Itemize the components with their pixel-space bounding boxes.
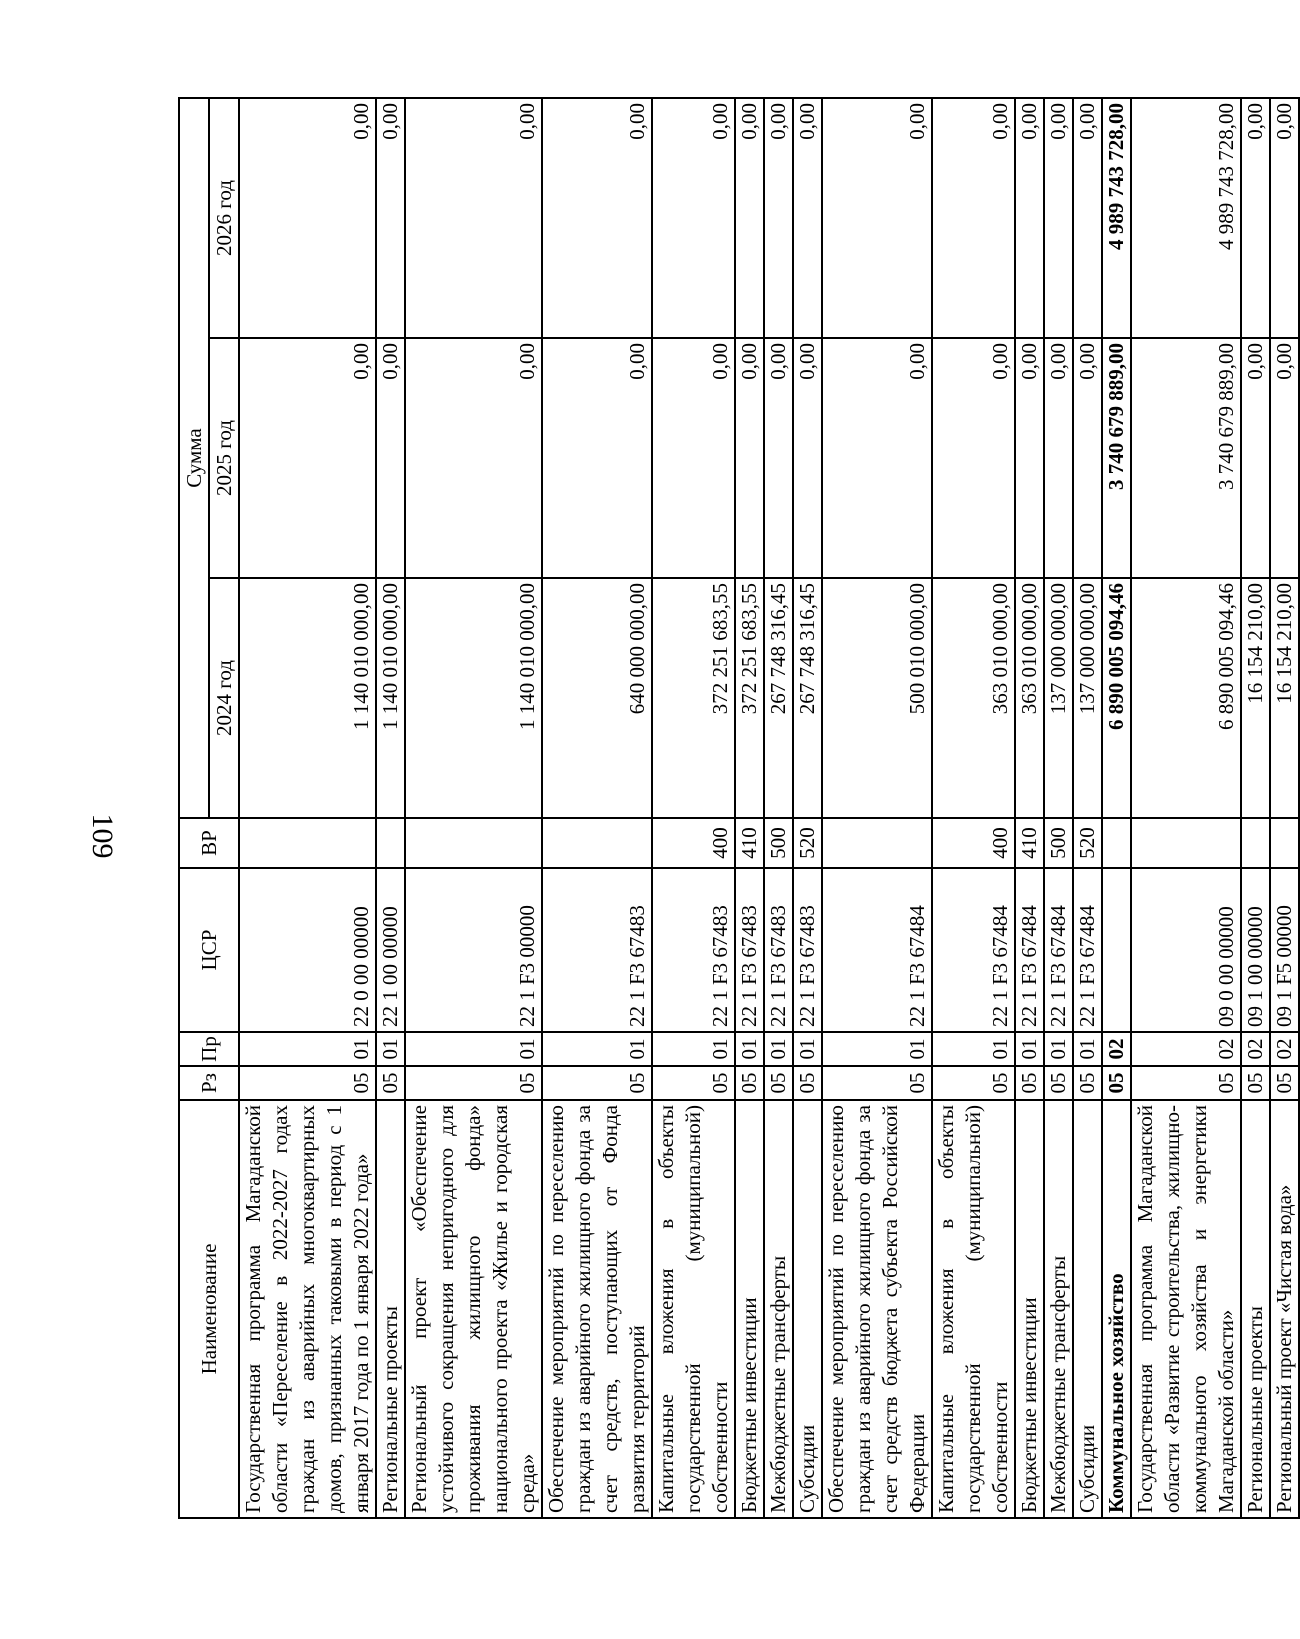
cell-pr: 02 — [1131, 1032, 1241, 1066]
cell-2026: 0,00 — [405, 98, 542, 338]
cell-csr — [1102, 868, 1131, 1032]
cell-pr: 01 — [793, 1032, 822, 1066]
cell-pr: 01 — [735, 1032, 764, 1066]
cell-csr: 22 1 F3 67484 — [932, 868, 1015, 1032]
cell-pr: 01 — [932, 1032, 1015, 1066]
header-vr: ВР — [179, 818, 239, 868]
cell-pr: 02 — [1241, 1032, 1270, 1066]
cell-pr: 01 — [822, 1032, 932, 1066]
table-row — [1102, 98, 1131, 1518]
cell-2024: 363 010 000,00 — [932, 578, 1015, 818]
table-row — [405, 98, 542, 1518]
cell-2024: 16 154 210,00 — [1270, 578, 1299, 818]
cell-name: Региональные проекты — [376, 1100, 405, 1518]
cell-name: Межбюджетные трансферты — [1044, 1100, 1073, 1518]
cell-name: Капитальные вложения в объекты государственной (муниципальной) собственности — [652, 1100, 735, 1518]
cell-2026: 0,00 — [239, 98, 376, 338]
cell-rz: 05 — [1131, 1066, 1241, 1100]
cell-csr: 22 1 F3 67484 — [822, 868, 932, 1032]
cell-name: Государственная программа Магаданской области «Переселение в 2022-2027 годах граждан из аварийных многоквартирных домов, признанных таковыми в период с 1 января 2017 года по 1 января 2022 года» — [239, 1100, 376, 1518]
cell-2026: 0,00 — [1044, 98, 1073, 338]
cell-name: Обеспечение мероприятий по переселению граждан из аварийного жилищного фонда за счет средств бюджета субъекта Российской Федерации — [822, 1100, 932, 1518]
table-row — [735, 98, 764, 1518]
cell-vr: 410 — [735, 818, 764, 868]
cell-2025: 0,00 — [376, 338, 405, 578]
cell-2025: 0,00 — [542, 338, 652, 578]
cell-pr: 01 — [376, 1032, 405, 1066]
cell-vr — [376, 818, 405, 868]
table-header — [179, 98, 239, 1518]
cell-name: Межбюджетные трансферты — [764, 1100, 793, 1518]
cell-pr: 01 — [405, 1032, 542, 1066]
cell-pr: 01 — [1015, 1032, 1044, 1066]
table-row — [1270, 98, 1299, 1518]
cell-pr: 01 — [1073, 1032, 1102, 1066]
cell-2026: 4 989 743 728,00 — [1102, 98, 1131, 338]
cell-2024: 6 890 005 094,46 — [1131, 578, 1241, 818]
table-row — [1073, 98, 1102, 1518]
table-row — [764, 98, 793, 1518]
cell-pr: 01 — [542, 1032, 652, 1066]
cell-vr — [405, 818, 542, 868]
cell-rz: 05 — [793, 1066, 822, 1100]
header-pr: Пр — [179, 1032, 239, 1066]
cell-2025: 0,00 — [1073, 338, 1102, 578]
cell-pr: 01 — [1044, 1032, 1073, 1066]
budget-table — [178, 97, 1300, 1519]
cell-2026: 0,00 — [735, 98, 764, 338]
cell-pr: 02 — [1270, 1032, 1299, 1066]
cell-2024: 1 140 010 000,00 — [405, 578, 542, 818]
header-sum: Сумма — [179, 98, 209, 818]
cell-pr: 01 — [764, 1032, 793, 1066]
cell-2025: 0,00 — [822, 338, 932, 578]
header-2026: 2026 год — [209, 98, 239, 338]
cell-2025: 0,00 — [239, 338, 376, 578]
cell-2025: 0,00 — [1241, 338, 1270, 578]
cell-2025: 3 740 679 889,00 — [1131, 338, 1241, 578]
header-name: Наименование — [179, 1100, 239, 1518]
cell-rz: 05 — [405, 1066, 542, 1100]
header-2025: 2025 год — [209, 338, 239, 578]
cell-csr: 22 0 00 00000 — [239, 868, 376, 1032]
cell-2024: 137 000 000,00 — [1073, 578, 1102, 818]
table-row — [1044, 98, 1073, 1518]
cell-csr: 22 1 F3 67483 — [735, 868, 764, 1032]
cell-2024: 640 000 000,00 — [542, 578, 652, 818]
cell-rz: 05 — [239, 1066, 376, 1100]
cell-rz: 05 — [542, 1066, 652, 1100]
cell-vr: 500 — [1044, 818, 1073, 868]
cell-vr: 400 — [652, 818, 735, 868]
cell-2025: 0,00 — [1044, 338, 1073, 578]
cell-name: Бюджетные инвестиции — [1015, 1100, 1044, 1518]
cell-2024: 137 000 000,00 — [1044, 578, 1073, 818]
cell-vr: 400 — [932, 818, 1015, 868]
cell-rz: 05 — [764, 1066, 793, 1100]
cell-csr: 09 0 00 00000 — [1131, 868, 1241, 1032]
cell-name: Капитальные вложения в объекты государственной (муниципальной) собственности — [932, 1100, 1015, 1518]
table-row — [793, 98, 822, 1518]
cell-csr: 22 1 F3 67483 — [652, 868, 735, 1032]
cell-2025: 0,00 — [1015, 338, 1044, 578]
cell-csr: 22 1 F3 67484 — [1073, 868, 1102, 1032]
cell-rz: 05 — [822, 1066, 932, 1100]
cell-2024: 1 140 010 000,00 — [239, 578, 376, 818]
cell-2026: 0,00 — [1241, 98, 1270, 338]
cell-vr: 500 — [764, 818, 793, 868]
cell-2025: 0,00 — [405, 338, 542, 578]
cell-name: Субсидии — [1073, 1100, 1102, 1518]
cell-name: Обеспечение мероприятий по переселению граждан из аварийного жилищного фонда за счет средств, поступающих от Фонда развития территорий — [542, 1100, 652, 1518]
cell-csr: 09 1 F5 00000 — [1270, 868, 1299, 1032]
cell-csr: 22 1 00 00000 — [376, 868, 405, 1032]
cell-vr — [822, 818, 932, 868]
cell-rz: 05 — [1073, 1066, 1102, 1100]
cell-2026: 0,00 — [1270, 98, 1299, 338]
cell-2025: 0,00 — [735, 338, 764, 578]
cell-name: Бюджетные инвестиции — [735, 1100, 764, 1518]
cell-2026: 0,00 — [932, 98, 1015, 338]
cell-2024: 6 890 005 094,46 — [1102, 578, 1131, 818]
cell-2024: 1 140 010 000,00 — [376, 578, 405, 818]
cell-pr: 01 — [652, 1032, 735, 1066]
table-row — [822, 98, 932, 1518]
cell-vr — [542, 818, 652, 868]
cell-vr — [1102, 818, 1131, 868]
header-rz: Рз — [179, 1066, 239, 1100]
cell-csr: 22 1 F3 67484 — [1015, 868, 1044, 1032]
cell-rz: 05 — [652, 1066, 735, 1100]
table-row — [1131, 98, 1241, 1518]
cell-2024: 267 748 316,45 — [764, 578, 793, 818]
cell-rz: 05 — [376, 1066, 405, 1100]
table-row — [932, 98, 1015, 1518]
cell-csr: 09 1 00 00000 — [1241, 868, 1270, 1032]
cell-2024: 363 010 000,00 — [1015, 578, 1044, 818]
cell-name: Государственная программа Магаданской области «Развитие строительства, жилищно-коммунального хозяйства и энергетики Магаданской области» — [1131, 1100, 1241, 1518]
table-row — [239, 98, 376, 1518]
cell-vr — [239, 818, 376, 868]
table-row — [1015, 98, 1044, 1518]
cell-2026: 0,00 — [542, 98, 652, 338]
cell-rz: 05 — [1015, 1066, 1044, 1100]
cell-vr — [1131, 818, 1241, 868]
cell-csr: 22 1 F3 00000 — [405, 868, 542, 1032]
table-row — [1241, 98, 1270, 1518]
cell-vr: 520 — [793, 818, 822, 868]
cell-vr — [1270, 818, 1299, 868]
cell-name: Региональный проект «Обеспечение устойчивого сокращения непригодного для проживания жилищного фонда» национального проекта «Жилье и городская среда» — [405, 1100, 542, 1518]
cell-vr — [1241, 818, 1270, 868]
cell-rz: 05 — [735, 1066, 764, 1100]
cell-pr: 01 — [239, 1032, 376, 1066]
cell-rz: 05 — [932, 1066, 1015, 1100]
cell-csr: 22 1 F3 67483 — [793, 868, 822, 1032]
cell-name: Региональный проект «Чистая вода» — [1270, 1100, 1299, 1518]
cell-2025: 3 740 679 889,00 — [1102, 338, 1131, 578]
cell-vr: 520 — [1073, 818, 1102, 868]
cell-2026: 4 989 743 728,00 — [1131, 98, 1241, 338]
cell-2024: 267 748 316,45 — [793, 578, 822, 818]
table-body — [239, 98, 1299, 1518]
cell-name: Региональные проекты — [1241, 1100, 1270, 1518]
cell-2026: 0,00 — [1015, 98, 1044, 338]
cell-rz: 05 — [1044, 1066, 1073, 1100]
cell-vr: 410 — [1015, 818, 1044, 868]
cell-2025: 0,00 — [793, 338, 822, 578]
cell-csr: 22 1 F3 67483 — [542, 868, 652, 1032]
cell-csr: 22 1 F3 67483 — [764, 868, 793, 1032]
cell-2024: 500 010 000,00 — [822, 578, 932, 818]
cell-2024: 372 251 683,55 — [652, 578, 735, 818]
cell-2025: 0,00 — [652, 338, 735, 578]
cell-2026: 0,00 — [764, 98, 793, 338]
cell-2026: 0,00 — [793, 98, 822, 338]
header-csr: ЦСР — [179, 868, 239, 1032]
cell-2024: 16 154 210,00 — [1241, 578, 1270, 818]
cell-2026: 0,00 — [822, 98, 932, 338]
cell-2025: 0,00 — [1270, 338, 1299, 578]
cell-2026: 0,00 — [652, 98, 735, 338]
header-2024: 2024 год — [209, 578, 239, 818]
cell-rz: 05 — [1270, 1066, 1299, 1100]
cell-name: Субсидии — [793, 1100, 822, 1518]
cell-2025: 0,00 — [764, 338, 793, 578]
cell-name: Коммунальное хозяйство — [1102, 1100, 1131, 1518]
cell-2025: 0,00 — [932, 338, 1015, 578]
cell-2024: 372 251 683,55 — [735, 578, 764, 818]
table-row — [652, 98, 735, 1518]
cell-rz: 05 — [1102, 1066, 1131, 1100]
table-row — [376, 98, 405, 1518]
table-row — [542, 98, 652, 1518]
rotated-table-area — [178, 99, 1296, 1519]
cell-csr: 22 1 F3 67484 — [1044, 868, 1073, 1032]
cell-2026: 0,00 — [376, 98, 405, 338]
cell-2026: 0,00 — [1073, 98, 1102, 338]
page-number: 109 — [86, 813, 119, 859]
cell-rz: 05 — [1241, 1066, 1270, 1100]
cell-pr: 02 — [1102, 1032, 1131, 1066]
